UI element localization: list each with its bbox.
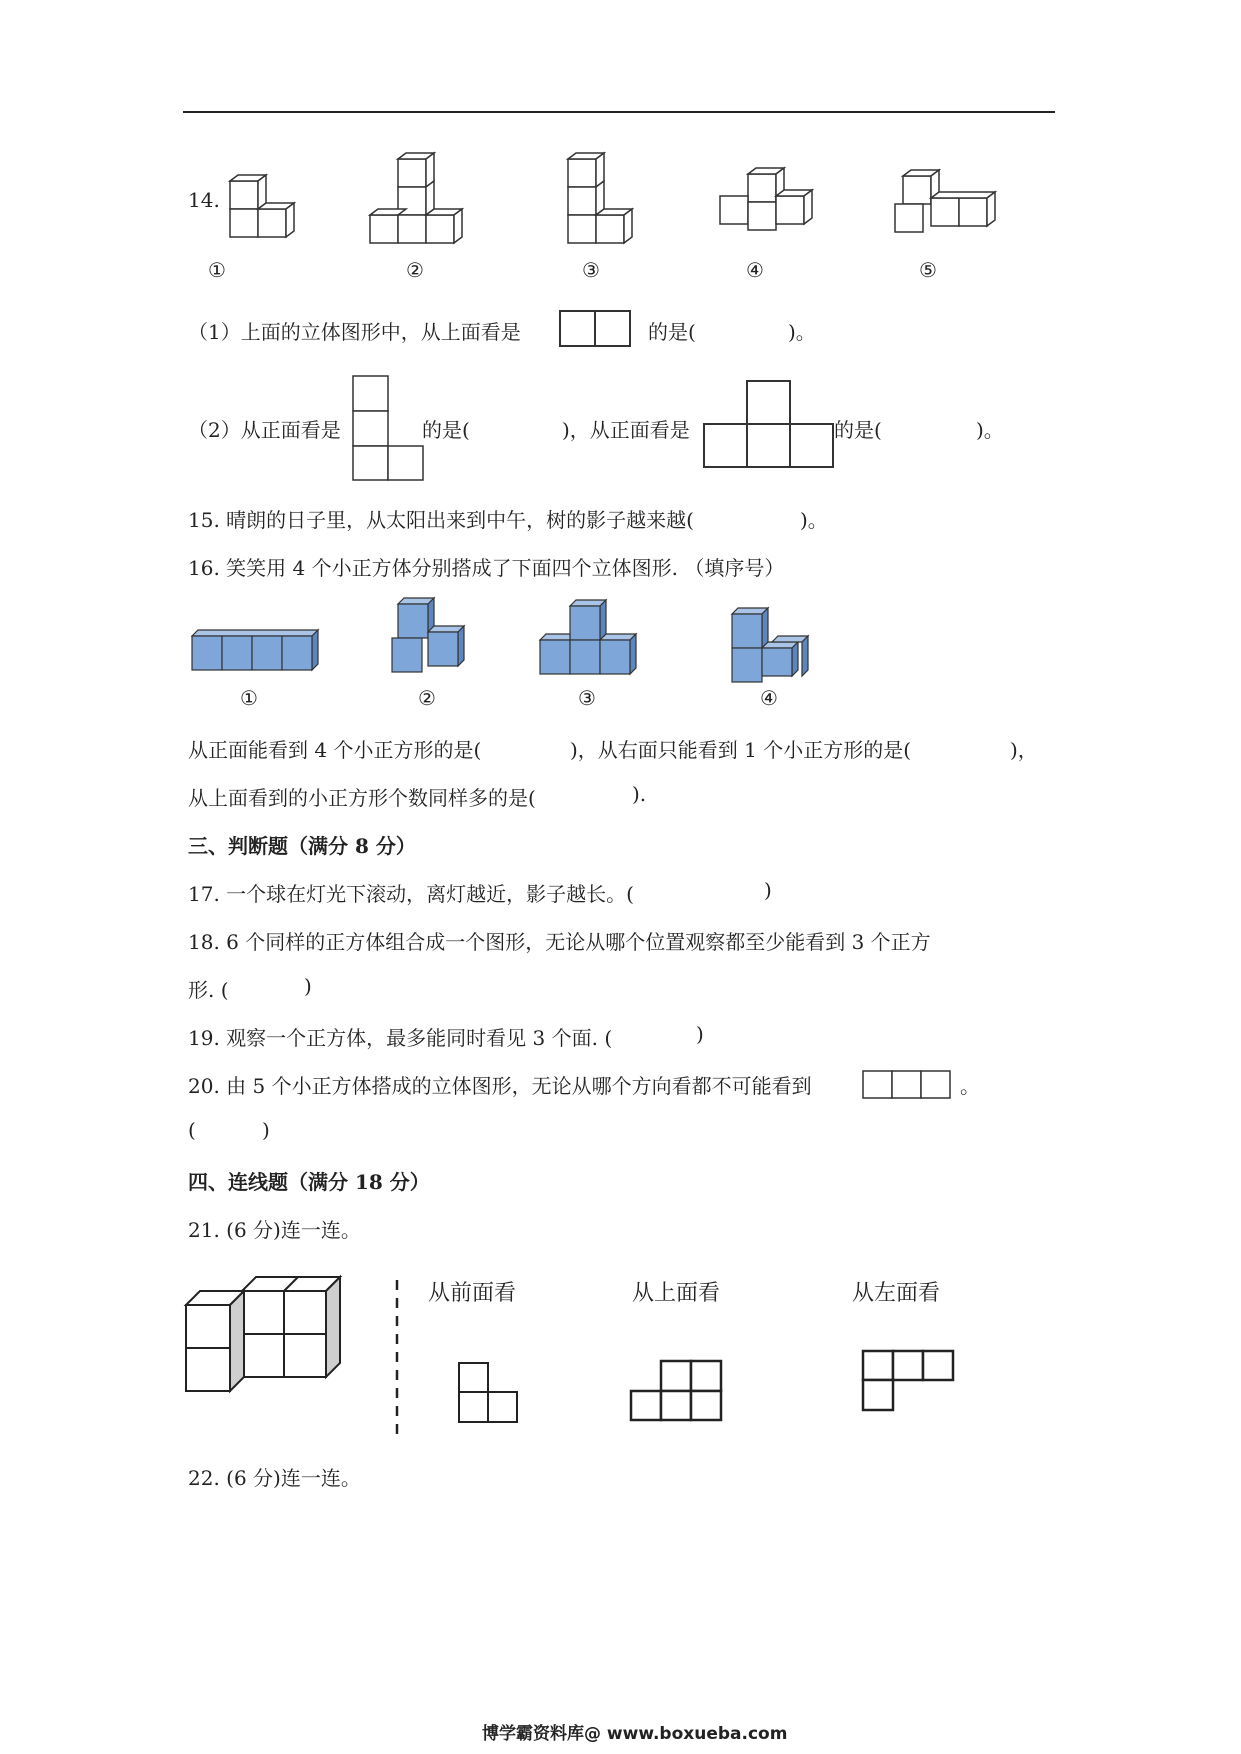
q16-figure-4: [732, 608, 812, 688]
q14-part2-answer-b-close: )。: [976, 418, 1004, 442]
q21-view-option-3[interactable]: [862, 1350, 954, 1412]
q14-label-4: ④: [746, 258, 764, 282]
q14-part1-answer-close: )。: [788, 320, 816, 344]
q16-line2-b: ).: [632, 782, 647, 806]
q16-label-1: ①: [240, 686, 258, 710]
footer-source: 博学霸资料库@ www.boxueba.com: [482, 1724, 788, 1744]
q14-label-1: ①: [208, 258, 226, 282]
q14-figure-5: [895, 170, 1005, 245]
section-3-title: 三、判断题（满分 8 分）: [188, 834, 416, 858]
q20-end: 。: [960, 1074, 980, 1098]
q14-part2-front-view-b: [703, 380, 835, 468]
q16-label-3: ③: [578, 686, 596, 710]
q16-line1-b: )，从右面只能看到 1 个小正方形的是(: [570, 738, 912, 762]
q16-label-4: ④: [760, 686, 778, 710]
q14-number: 14.: [188, 188, 220, 212]
q20-three-squares: [862, 1070, 952, 1100]
q14-part1-top-view: [559, 310, 631, 348]
q16-line1-c: )，: [1010, 738, 1038, 762]
q20-text: 20. 由 5 个小正方体搭成的立体图形，无论从哪个方向看都不可能看到: [188, 1074, 812, 1098]
q16-figure-2: [392, 598, 472, 678]
q16-line1-a: 从正面能看到 4 个小正方形的是(: [188, 738, 482, 762]
q14-part2-answer-b-open: 的是(: [834, 418, 882, 442]
q14-figure-1: [230, 175, 310, 245]
q18-line2-b: ): [304, 974, 312, 998]
q14-figure-4: [720, 168, 820, 243]
q14-part2-answer-a-open: 的是(: [422, 418, 470, 442]
q14-part2-text: （2）从正面看是: [188, 418, 341, 442]
q14-figure-3: [568, 153, 648, 248]
q14-label-3: ③: [582, 258, 600, 282]
q21-view-option-1[interactable]: [458, 1362, 518, 1424]
q16-figure-3: [540, 600, 642, 680]
q14-part1-text: （1）上面的立体图形中，从上面看是: [188, 320, 521, 344]
q21-dashed-separator: [394, 1280, 400, 1440]
q16-line2-a: 从上面看到的小正方形个数同样多的是(: [188, 786, 536, 810]
q18-line2-a: 形. (: [188, 978, 229, 1002]
q21-view-option-2[interactable]: [630, 1360, 722, 1422]
q21-caption-front: 从前面看: [428, 1281, 517, 1306]
q22-text: 22. (6 分)连一连。: [188, 1466, 361, 1490]
q21-solid-figure: [186, 1277, 346, 1407]
q19-text: 19. 观察一个正方体，最多能同时看见 3 个面. (: [188, 1026, 613, 1050]
q16-figure-1: [192, 630, 322, 675]
q21-caption-top: 从上面看: [632, 1281, 721, 1306]
q18-line1: 18. 6 个同样的正方体组合成一个图形，无论从哪个位置观察都至少能看到 3 个正方: [188, 930, 931, 954]
q20-paren-close: ): [262, 1118, 270, 1142]
q14-part2-front-view-a: [352, 375, 424, 481]
q17-text: 17. 一个球在灯光下滚动，离灯越近，影子越长。(: [188, 882, 634, 906]
q20-paren-open: (: [188, 1118, 196, 1142]
section-4-title: 四、连线题（满分 18 分）: [188, 1170, 430, 1194]
q14-label-5: ⑤: [919, 258, 937, 282]
q14-figure-2: [370, 153, 470, 248]
q21-text: 21. (6 分)连一连。: [188, 1218, 361, 1242]
q14-part1-answer-open: 的是(: [648, 320, 696, 344]
q15-close: )。: [800, 508, 828, 532]
q17-close: ): [764, 878, 772, 902]
q16-label-2: ②: [418, 686, 436, 710]
q14-part2-mid-text: )，从正面看是: [562, 418, 690, 442]
top-rule: [183, 111, 1055, 113]
q16-intro: 16. 笑笑用 4 个小正方体分别搭成了下面四个立体图形. （填序号）: [188, 556, 785, 580]
q14-label-2: ②: [406, 258, 424, 282]
q15-text: 15. 晴朗的日子里，从太阳出来到中午，树的影子越来越(: [188, 508, 694, 532]
q21-caption-left: 从左面看: [852, 1281, 941, 1306]
q19-close: ): [696, 1022, 704, 1046]
